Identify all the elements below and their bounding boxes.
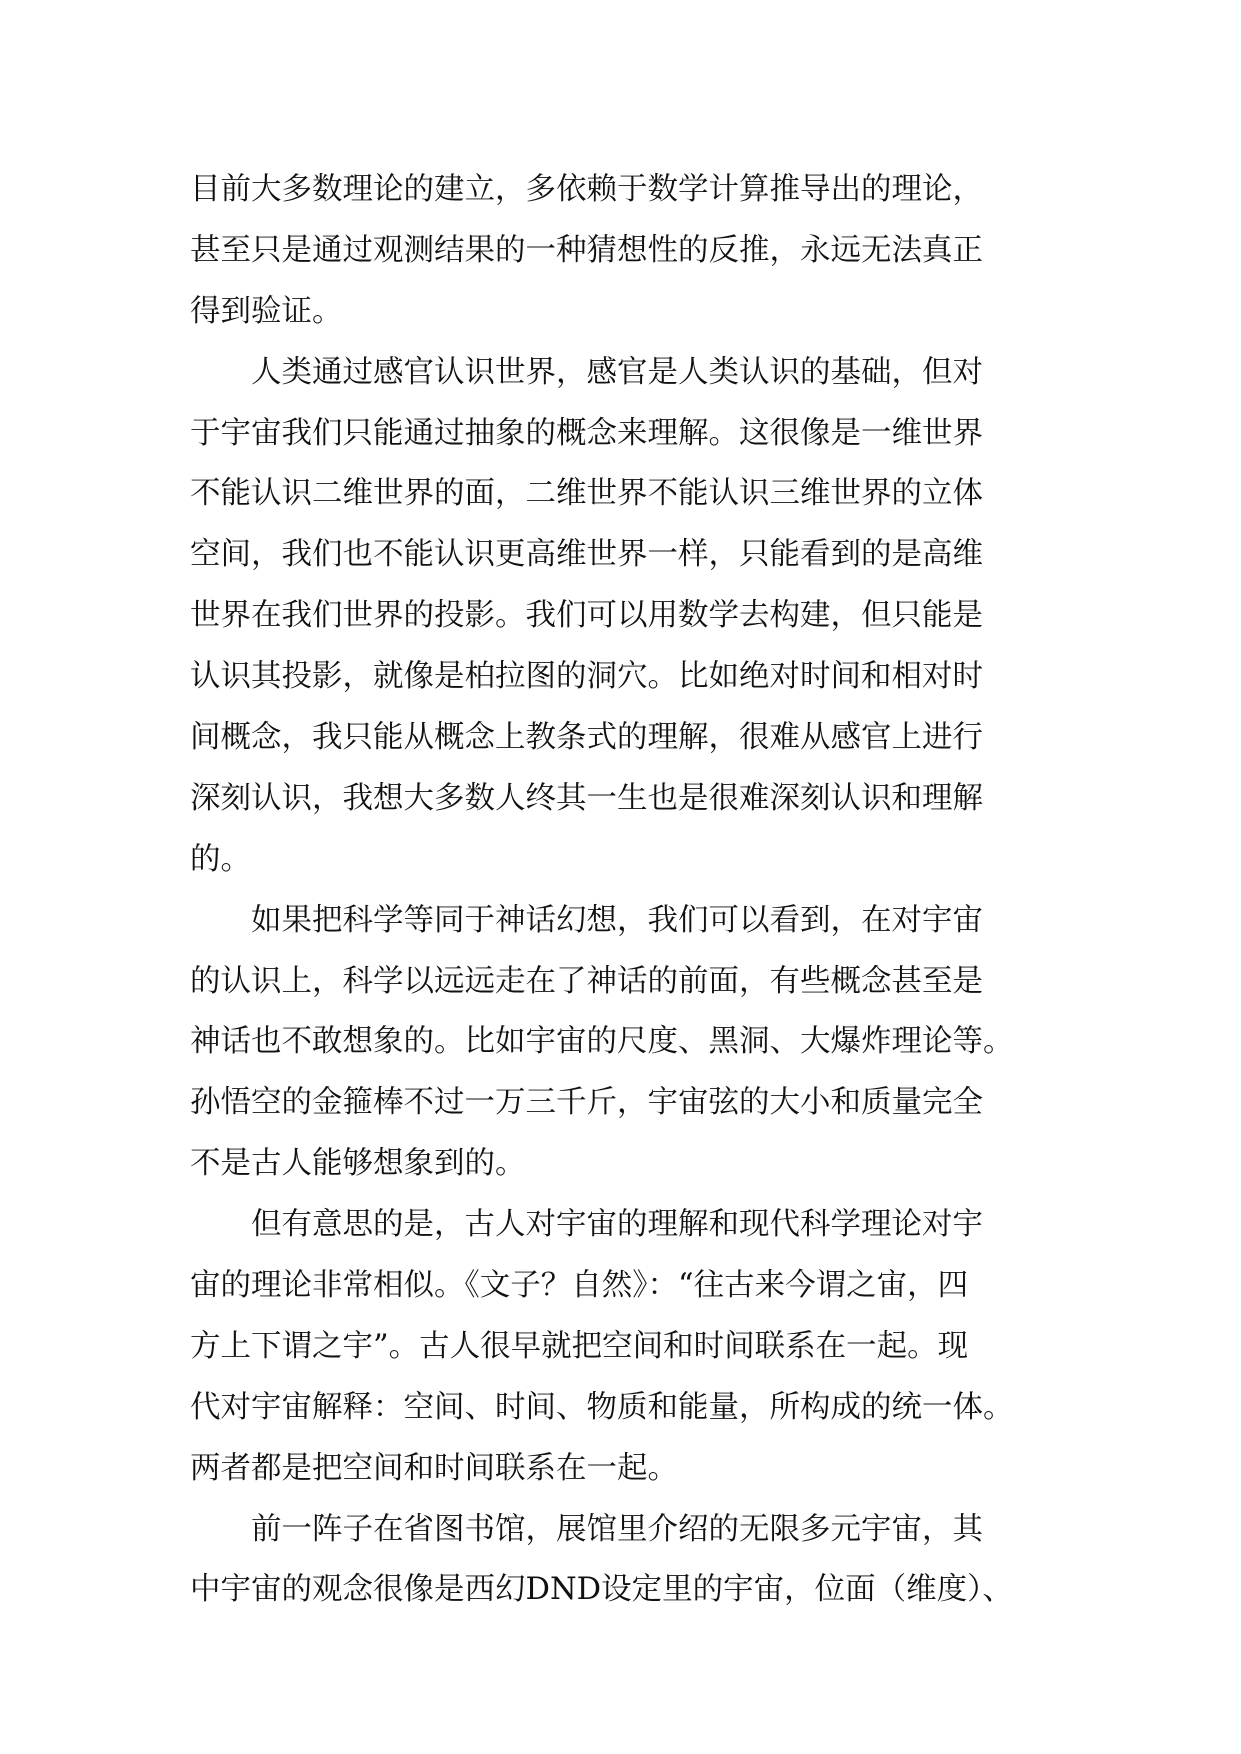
text-line: 的。 xyxy=(190,841,251,877)
text-line: 如果把科学等同于神话幻想，我们可以看到，在对宇宙 xyxy=(190,902,983,938)
text-line: 方上下谓之宇”。古人很早就把空间和时间联系在一起。现 xyxy=(190,1328,969,1364)
text-line: 认识其投影，就像是柏拉图的洞穴。比如绝对时间和相对时 xyxy=(190,659,983,695)
text-line: 两者都是把空间和时间联系在一起。 xyxy=(190,1450,678,1486)
text-line: 宙的理论非常相似。《文子？自然》：“往古来今谓之宙，四 xyxy=(190,1268,969,1304)
text-line: 人类通过感官认识世界，感官是人类认识的基础，但对 xyxy=(190,354,983,390)
text-line: 得到验证。 xyxy=(190,293,343,329)
text-line: 目前大多数理论的建立，多依赖于数学计算推导出的理论， xyxy=(190,172,983,207)
text-line: 但有意思的是，古人对宇宙的理解和现代科学理论对宇 xyxy=(190,1207,983,1243)
text-line: 空间，我们也不能认识更高维世界一样，只能看到的是高维 xyxy=(190,537,983,573)
text-line: 不能认识二维世界的面，二维世界不能认识三维世界的立体 xyxy=(190,476,983,512)
text-line: 甚至只是通过观测结果的一种猜想性的反推，永远无法真正 xyxy=(190,232,983,268)
text-line: 深刻认识，我想大多数人终其一生也是很难深刻认识和理解 xyxy=(190,780,983,816)
text-line: 代对宇宙解释：空间、时间、物质和能量，所构成的统一体。 xyxy=(190,1389,1014,1425)
text-line: 前一阵子在省图书馆，展馆里介绍的无限多元宇宙，其 xyxy=(190,1511,983,1547)
text-line: 神话也不敢想象的。比如宇宙的尺度、黑洞、大爆炸理论等。 xyxy=(190,1024,1014,1060)
text-line: 孙悟空的金箍棒不过一万三千斤，宇宙弦的大小和质量完全 xyxy=(190,1085,983,1121)
text-line: 世界在我们世界的投影。我们可以用数学去构建，但只能是 xyxy=(190,598,983,634)
text-line: 于宇宙我们只能通过抽象的概念来理解。这很像是一维世界 xyxy=(190,415,983,451)
body-text xyxy=(190,160,1050,1621)
text-line: 的认识上，科学以远远走在了神话的前面，有些概念甚至是 xyxy=(190,963,983,999)
text-line: 不是古人能够想象到的。 xyxy=(190,1146,526,1182)
text-line: 中宇宙的观念很像是西幻DND设定里的宇宙，位面（维度）、 xyxy=(190,1572,1013,1608)
text-line: 间概念，我只能从概念上教条式的理解，很难从感官上进行 xyxy=(190,720,983,756)
